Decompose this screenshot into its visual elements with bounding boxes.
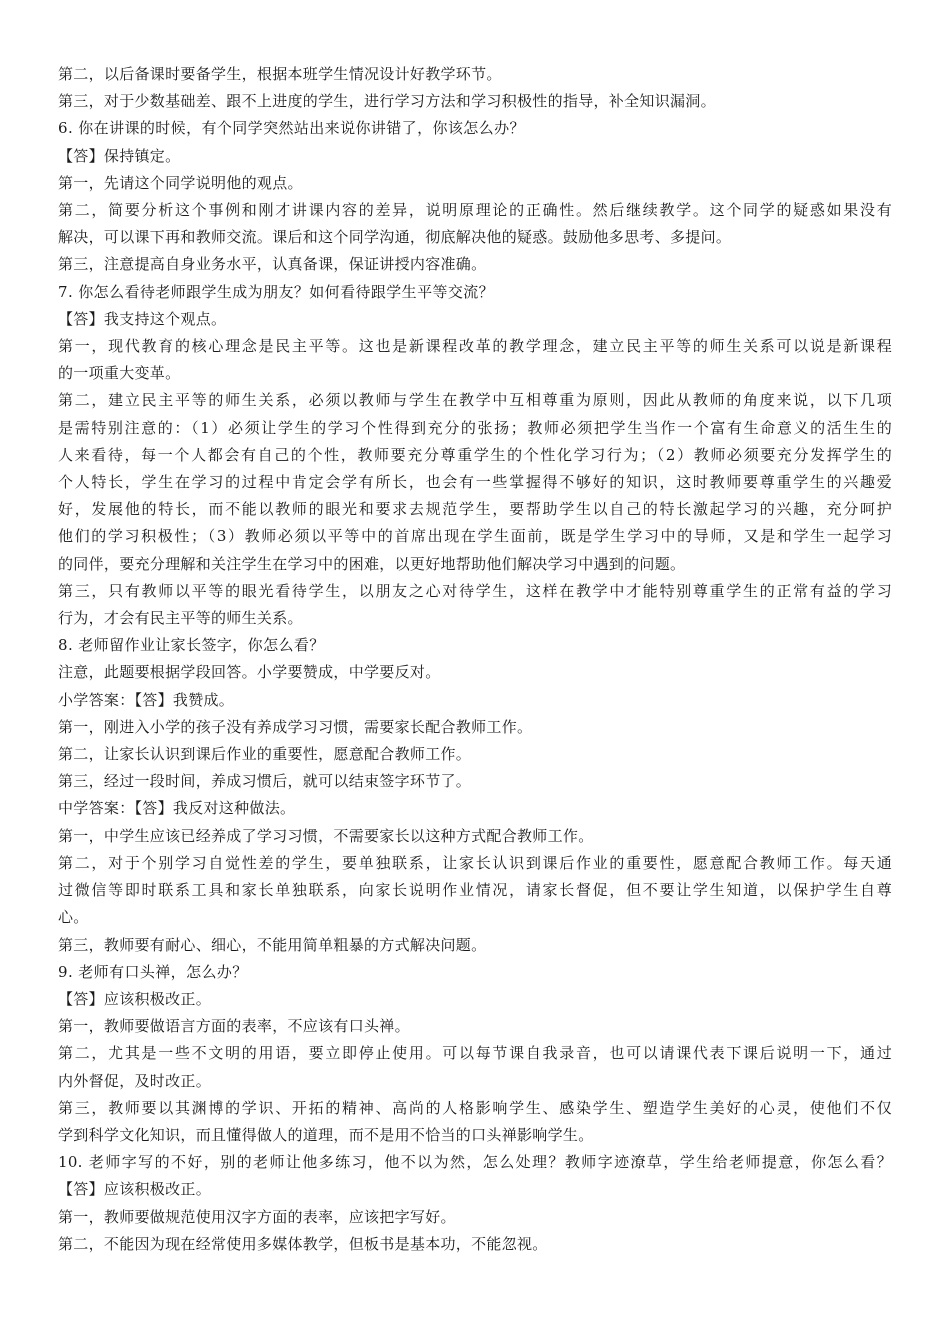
text-line: 学到科学文化知识，而且懂得做人的道理，而不是用不恰当的口头禅影响学生。 (58, 1125, 594, 1144)
text-line: 是需特别注意的：（1）必须让学生的学习个性得到充分的张扬；教师必须把学生当作一个富有生命意义的活生生的 (58, 418, 892, 437)
text-line: 第一，中学生应该已经养成了学习习惯，不需要家长以这种方式配合教师工作。 (58, 826, 594, 845)
text-line: 第一，先请这个同学说明他的观点。 (58, 173, 303, 192)
text-line: 【答】应该积极改正。 (58, 1180, 212, 1199)
text-line: 注意，此题要根据学段回答。小学要赞成，中学要反对。 (58, 663, 441, 682)
question-line: 7. 你怎么看待老师跟学生成为朋友？如何看待跟学生平等交流？ (58, 282, 495, 301)
text-line: 第二，尤其是一些不文明的用语，要立即停止使用。可以每节课自我录音，也可以请课代表下课后说明一下，通过 (58, 1044, 892, 1063)
question-line: 9. 老师有口头禅，怎么办？ (58, 962, 248, 981)
text-line: 第二，不能因为现在经常使用多媒体教学，但板书是基本功，不能忽视。 (58, 1234, 548, 1253)
text-line: 第二，以后备课时要备学生，根据本班学生情况设计好教学环节。 (58, 65, 502, 83)
text-line: 第三，注意提高自身业务水平，认真备课，保证讲授内容准确。 (58, 255, 487, 274)
text-line: 第三，对于少数基础差、跟不上进度的学生，进行学习方法和学习积极性的指导，补全知识漏洞。 (58, 92, 716, 111)
text-line: 第一，现代教育的核心理念是民主平等。这也是新课程改革的教学理念，建立民主平等的师生关系可以说是新课程 (58, 337, 892, 356)
text-line: 行为，才会有民主平等的师生关系。 (58, 609, 303, 628)
text-line: 第二，让家长认识到课后作业的重要性，愿意配合教师工作。 (58, 745, 472, 764)
text-line: 第一，教师要做规范使用汉字方面的表率，应该把字写好。 (58, 1207, 456, 1226)
text-line: 中学答案：【答】我反对这种做法。 (58, 799, 296, 818)
text-line: 内外督促，及时改正。 (58, 1071, 212, 1090)
text-line: 第三，教师要以其渊博的学识、开拓的精神、高尚的人格影响学生、感染学生、塑造学生美好的心灵，使他们不仅 (58, 1098, 892, 1117)
text-line: 过微信等即时联系工具和家长单独联系，向家长说明作业情况，请家长督促，但不要让学生知道，以保护学生自尊 (58, 881, 892, 900)
question-line: 6. 你在讲课的时候，有个同学突然站出来说你讲错了，你该怎么办？ (58, 119, 525, 138)
text-line: 【答】保持镇定。 (58, 146, 181, 165)
text-line: 解决，可以课下再和教师交流。课后和这个同学沟通，彻底解决他的疑惑。鼓励他多思考、多提问。 (58, 228, 732, 247)
text-line: 第三，教师要有耐心、细心，不能用简单粗暴的方式解决问题。 (58, 935, 487, 954)
text-line: 【答】应该积极改正。 (58, 989, 212, 1008)
text-line: 小学答案：【答】我赞成。 (58, 690, 235, 709)
text-line: 的一项重大变革。 (58, 364, 181, 383)
text-line: 第一，教师要做语言方面的表率，不应该有口头禅。 (58, 1017, 410, 1036)
text-line: 第二，简要分析这个事例和刚才讲课内容的差异，说明原理论的正确性。然后继续教学。这个同学的疑惑如果没有 (58, 201, 892, 220)
document-page (58, 61, 892, 1258)
text-line: 【答】我支持这个观点。 (58, 309, 227, 328)
text-line: 个人特长，学生在学习的过程中肯定会学有所长，也会有一些掌握得不够好的知识，这时教师要尊重学生的兴趣爱 (58, 473, 892, 492)
text-line: 第二，建立民主平等的师生关系，必须以教师与学生在教学中互相尊重为原则，因此从教师的角度来说，以下几项 (58, 391, 892, 410)
text-line: 心。 (58, 908, 89, 927)
text-line: 人来看待，每一个人都会有自己的个性，教师要充分尊重学生的个性化学习行为；（2）教师必须要充分发挥学生的 (58, 445, 892, 464)
text-line: 第三，经过一段时间，养成习惯后，就可以结束签字环节了。 (58, 772, 472, 791)
text-line: 好，发展他的特长，而不能以教师的眼光和要求去规范学生，要帮助学生以自己的特长激起学习的兴趣，充分呵护 (58, 500, 892, 519)
text-line: 他们的学习积极性；（3）教师必须以平等中的首席出现在学生面前，既是学生学习中的导师，又是和学生一起学习 (58, 527, 892, 546)
text-line: 第三，只有教师以平等的眼光看待学生，以朋友之心对待学生，这样在教学中才能特别尊重学生的正常有益的学习 (58, 581, 892, 600)
text-line: 10. 老师字写的不好，别的老师让他多练习，他不以为然，怎么处理？教师字迹潦草，学生给老师提意，你怎么看？ (58, 1153, 892, 1172)
text-line: 的同伴，要充分理解和关注学生在学习中的困难，以更好地帮助他们解决学习中遇到的问题。 (58, 554, 686, 573)
text-line: 第二，对于个别学习自觉性差的学生，要单独联系，让家长认识到课后作业的重要性，愿意配合教师工作。每天通 (58, 853, 892, 872)
question-line: 8. 老师留作业让家长签字，你怎么看？ (58, 636, 325, 655)
text-line: 第一，刚进入小学的孩子没有养成学习习惯，需要家长配合教师工作。 (58, 717, 533, 736)
